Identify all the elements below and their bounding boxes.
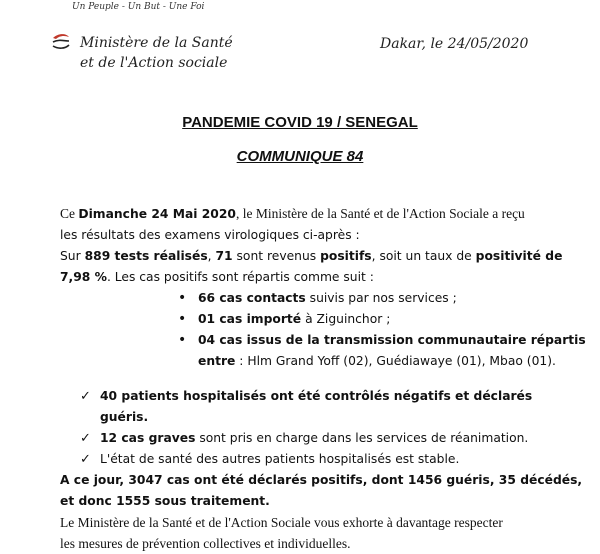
- list-item: ✓ 40 patients hospitalisés ont été contrôlés négatifs et déclarés guéris.: [80, 386, 550, 428]
- intro-line-1: Ce Dimanche 24 Mai 2020, le Ministère de la Santé et de l'Action Sociale a reçu: [60, 206, 525, 221]
- national-motto: Un Peuple - Un But - Une Foi: [72, 2, 205, 12]
- summary-line-2: et donc 1555 sous traitement.: [60, 494, 270, 508]
- tests-count: 889 tests réalisés: [84, 249, 208, 263]
- intro-line-4: 7,98 %. Les cas positifs sont répartis comme suit :: [60, 270, 374, 284]
- intro-line-2: les résultats des examens virologiques ci-après :: [60, 228, 360, 242]
- patient-status-list: [60, 386, 550, 470]
- checkmark-icon: ✓: [80, 431, 91, 446]
- closing-line-2: les mesures de prévention collectives et individuelles.: [60, 536, 351, 551]
- list-item: • 01 cas importé à Ziguinchor ;: [178, 309, 550, 330]
- communique-number: COMMUNIQUE 84: [236, 148, 364, 165]
- positive-count: 71: [215, 249, 233, 263]
- positivity-rate: 7,98 %: [60, 270, 107, 284]
- list-item: • 66 cas contacts suivis par nos services ;: [178, 288, 550, 309]
- ministry-line-2: et de l'Action sociale: [80, 55, 228, 71]
- checkmark-icon: ✓: [80, 389, 91, 404]
- dateline: Dakar, le 24/05/2020: [380, 36, 529, 52]
- report-date: Dimanche 24 Mai 2020: [78, 207, 236, 221]
- positive-cases-breakdown: [60, 288, 586, 372]
- checkmark-icon: ✓: [80, 452, 91, 467]
- list-item: ✓ 12 cas graves sont pris en charge dans les services de réanimation.: [80, 428, 550, 449]
- intro-line-3: Sur 889 tests réalisés, 71 sont revenus positifs, soit un taux de positivité de: [60, 249, 563, 263]
- list-item: ✓ L'état de santé des autres patients hospitalisés est stable.: [80, 449, 550, 470]
- ministry-name: [80, 33, 233, 73]
- list-item: • 04 cas issus de la transmission communautaire répartis entre : Hlm Grand Yoff (02), Guédiawaye (01), Mbao (01).: [178, 330, 550, 372]
- closing-line-1: Le Ministère de la Santé et de l'Action Sociale vous exhorte à davantage respecter: [60, 515, 503, 530]
- document-title: PANDEMIE COVID 19 / SENEGAL: [182, 114, 418, 131]
- ministry-logo-icon: [50, 33, 72, 51]
- ministry-line-1: Ministère de la Santé: [80, 35, 233, 51]
- communique-body: [60, 203, 586, 554]
- summary-line-1: A ce jour, 3047 cas ont été déclarés positifs, dont 1456 guéris, 35 décédés,: [60, 473, 583, 487]
